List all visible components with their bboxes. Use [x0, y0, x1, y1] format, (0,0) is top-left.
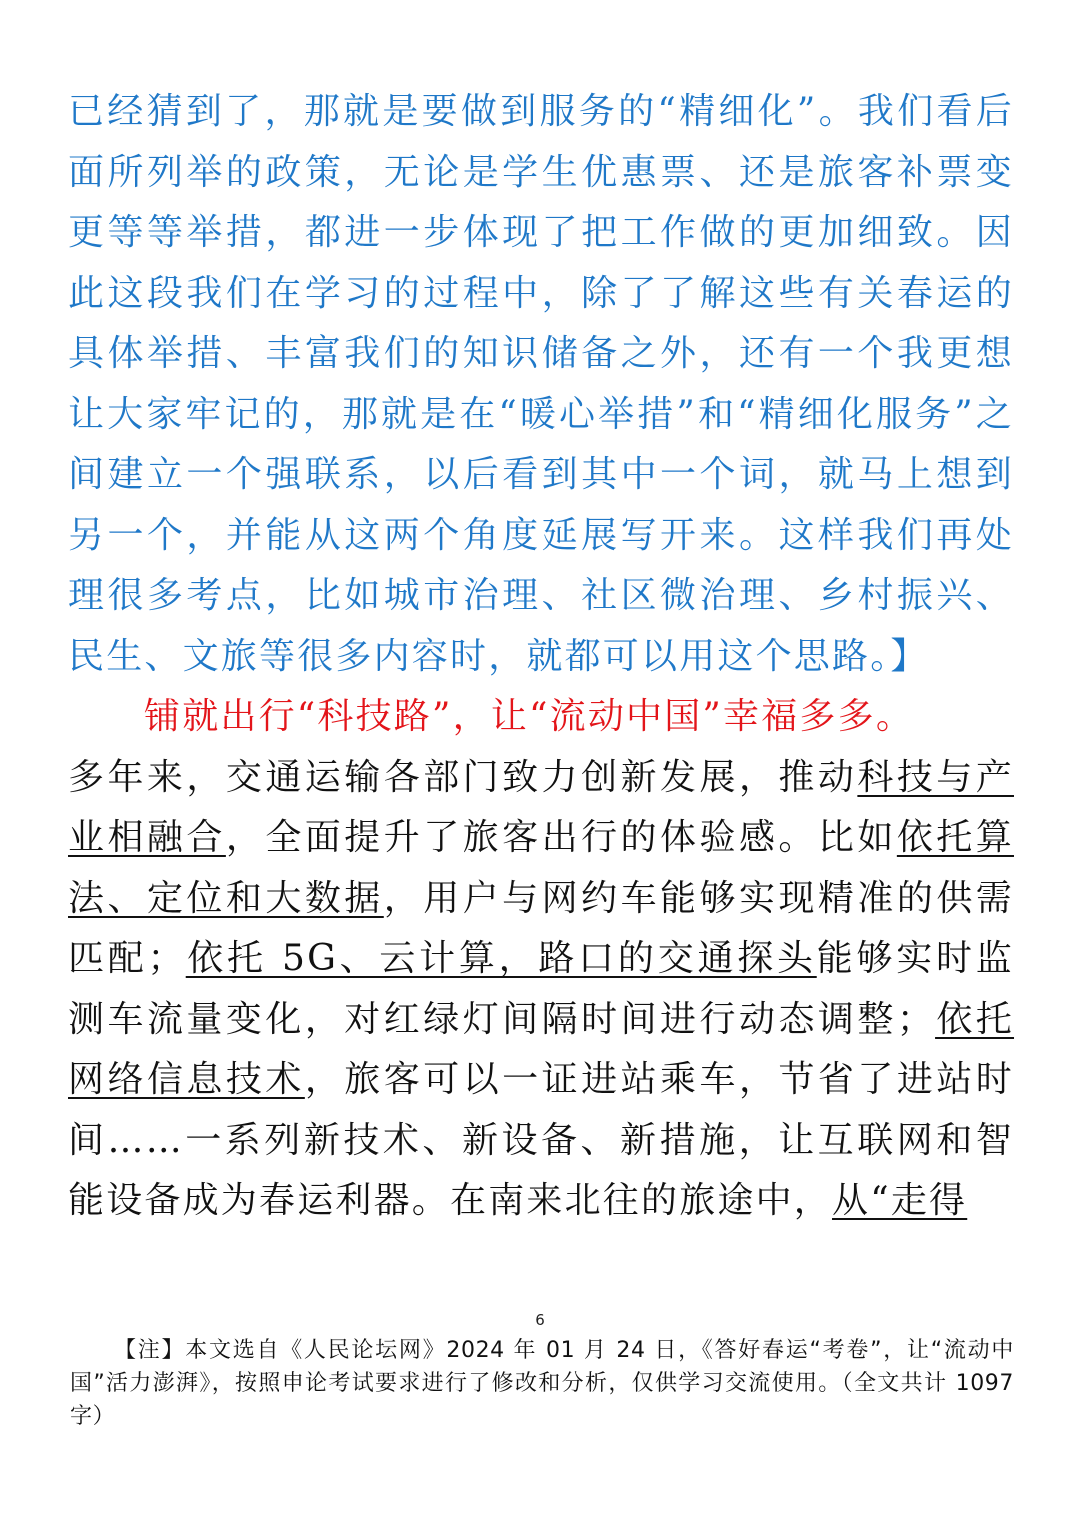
- section-heading: 铺就出行“科技路”，让“流动中国”幸福多多。: [144, 696, 915, 737]
- main-text-segment: ，旅客可以一证进站乘车，节省了进站时间……一系列新技术、新设备、新措施，让互联网和智能设备成为春运利器。在南来北往的旅途中，: [68, 1059, 1015, 1221]
- underlined-phrase: 依托算法、定位和大数据: [68, 817, 1014, 919]
- source-footnote: 【注】本文选自《人民论坛网》2024 年 01 月 24 日，《答好春运“考卷”，让“流动中国”活力澎湃》，按照申论考试要求进行了修改和分析，仅供学习交流使用。（全文共计 1097 字）: [70, 1338, 1014, 1429]
- commentary-paragraph: 已经猜到了，那就是要做到服务的“精细化”。我们看后面所列举的政策，无论是学生优惠票、还是旅客补票变更等等举措，都进一步体现了把工作做的更加细致。因此这段我们在学习的过程中，除了了解这些有关春运的具体举措、丰富我们的知识储备之外，还有一个我更想让大家牢记的，那就是在“暖心举措”和“精细化服务”之间建立一个强联系，以后看到其中一个词，就马上想到另一个，并能从这两个角度延展写开来。这样我们再处理很多考点，比如城市治理、社区微治理、乡村振兴、民生、文旅等很多内容时，就都可以用这个思路。】: [68, 91, 1014, 677]
- main-text-segment: 多年来，交通运输各部门致力创新发展，推动: [68, 756, 858, 798]
- article-body: [68, 82, 1014, 1232]
- main-paragraph: [68, 748, 1014, 1232]
- main-text-segment: ，用户与网约车能够实现精准的供需匹配；: [68, 877, 1015, 979]
- page-number: 6: [535, 1311, 545, 1329]
- underlined-phrase: 从“走得: [832, 1180, 968, 1221]
- underlined-phrase: 科技与产业相融合: [68, 756, 1014, 858]
- underlined-phrase: 依托 5G、云计算，路口的交通探头: [185, 938, 817, 979]
- main-text-segment: ，全面提升了旅客出行的体验感。比如: [225, 817, 897, 858]
- main-text-segment: 能够实时监测车流量变化，对红绿灯间隔时间进行动态调整；: [68, 938, 1014, 1040]
- underlined-phrase: 依托网络信息技术: [68, 998, 1015, 1100]
